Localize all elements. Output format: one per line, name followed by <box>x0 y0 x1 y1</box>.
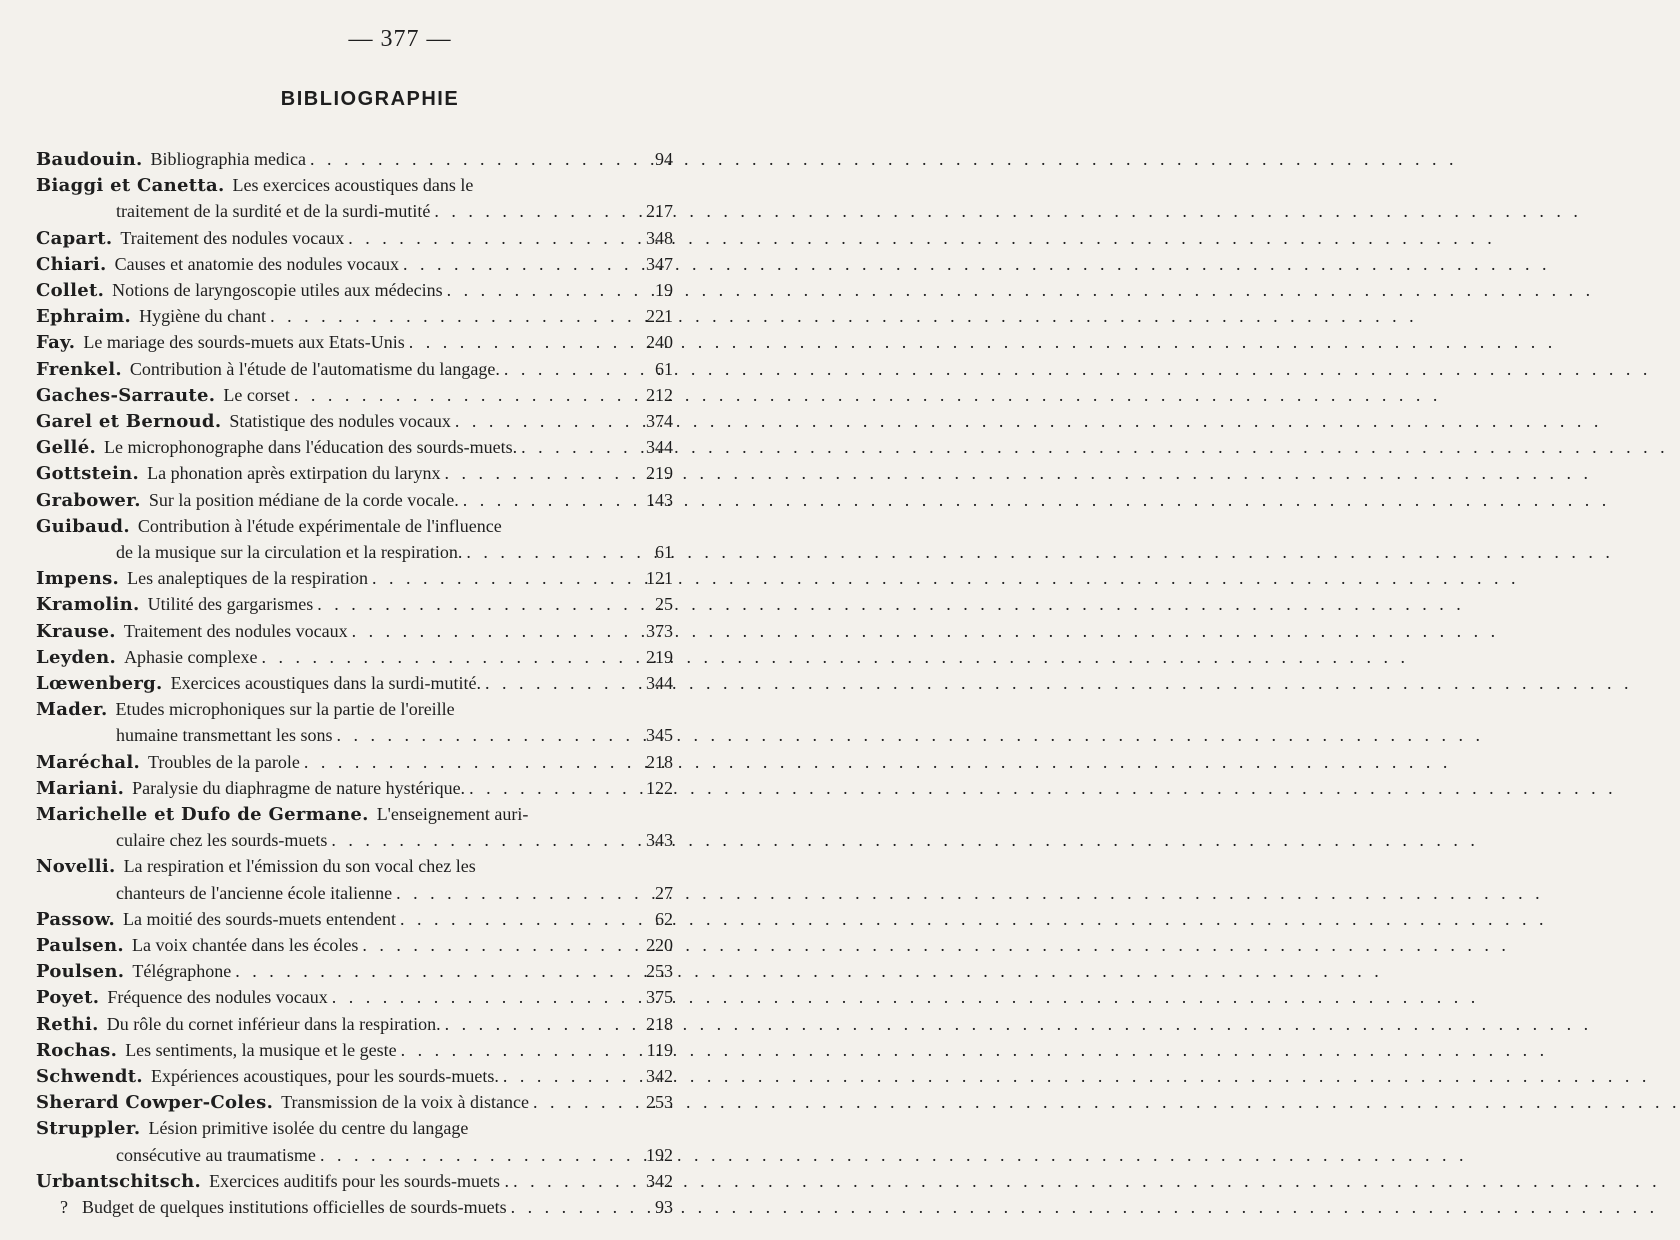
entry-page-number: 143 <box>646 489 673 510</box>
entry-title-continuation: culaire chez les sourds-muets <box>116 830 328 851</box>
bibliography-entry <box>36 1011 673 1037</box>
entry-title: Expériences acoustiques, pour les sourds-muets. <box>150 1066 499 1086</box>
leader-dots <box>447 277 635 303</box>
entry-title: Le microphonographe dans l'éducation des sourds-muets. <box>104 437 518 458</box>
bibliography-entry <box>36 591 673 617</box>
entry-author: Rochas. <box>36 1039 118 1061</box>
entry-title-continuation: humaine transmettant les sons <box>116 725 333 746</box>
entry-title: Traitement des nodules vocaux <box>120 227 345 248</box>
bibliography-entry <box>36 172 673 198</box>
bibliography-entry-continuation <box>116 722 673 748</box>
bibliography-entry-continuation <box>116 827 673 853</box>
entry-title: Transmission de la voix à distance <box>281 1092 529 1113</box>
bibliography-entry <box>36 775 673 801</box>
entry-title: Les sentiments, la musique et le geste <box>125 1039 397 1060</box>
entry-title: La phonation après extirpation du larynx <box>147 463 441 484</box>
leader-dots <box>332 984 635 1010</box>
entry-page-number: 374 <box>646 411 673 431</box>
entry-title: La moitié des sourds-muets entendent <box>123 908 396 929</box>
entry-title: Utilité des gargarismes <box>147 594 314 615</box>
entry-title: Le corset <box>223 384 290 405</box>
entry-page-number: 342 <box>646 1066 673 1086</box>
entry-page-number: 345 <box>646 725 673 746</box>
entry-title: Les exercices acoustiques dans le <box>232 175 474 196</box>
leader-dots <box>511 1194 635 1220</box>
entry-title: Le mariage des sourds-muets aux Etats-Unis <box>83 332 405 353</box>
entry-page-number: 27 <box>655 882 673 903</box>
leader-dots <box>270 303 635 329</box>
unknown-author-marker: ? <box>60 1197 68 1217</box>
entry-title: Aphasie complexe <box>124 646 258 667</box>
entry-title: Contribution à l'étude expérimentale de l'influence <box>137 515 502 536</box>
entry-title: Notions de laryngoscopie utiles aux médecins <box>112 280 443 300</box>
bibliography-entry <box>36 487 673 513</box>
entry-author: Grabower. <box>36 489 141 511</box>
entry-author: Garel et Bernoud. <box>36 411 222 432</box>
entry-title-continuation: chanteurs de l'ancienne école italienne <box>116 882 393 903</box>
entry-author: Leyden. <box>36 646 117 668</box>
bibliography-entry <box>36 696 673 722</box>
entry-page-number: 342 <box>646 1170 673 1191</box>
leader-dots <box>235 958 635 984</box>
entry-author: Capart. <box>36 227 113 249</box>
book-page <box>0 0 800 1240</box>
entry-author: Fay. <box>36 332 76 354</box>
leader-dots <box>294 382 635 408</box>
entry-page-number: 221 <box>646 306 673 327</box>
entry-title: La voix chantée dans les écoles <box>131 935 359 955</box>
entry-title: La respiration et l'émission du son vocal chez les <box>123 856 476 877</box>
entry-author: Marichelle et Dufo de Germane. <box>36 804 369 825</box>
entry-page-number: 253 <box>646 1092 673 1113</box>
bibliography-entry <box>36 1037 673 1063</box>
leader-dots <box>262 644 635 670</box>
entry-author: Sherard Cowper-Coles. <box>36 1092 274 1114</box>
entry-author: Mariani. <box>36 777 125 799</box>
entry-author: Kramolin. <box>36 594 140 616</box>
entry-page-number: 62 <box>655 908 673 929</box>
entry-author: Poulsen. <box>36 961 125 983</box>
entry-page-number: 61 <box>655 358 673 379</box>
leader-dots <box>396 880 635 906</box>
entry-title: Bibliographia medica <box>150 149 306 169</box>
entry-page-number: 240 <box>646 332 673 353</box>
bibliography-entry <box>36 1168 673 1194</box>
bibliography-entry <box>36 1089 673 1115</box>
bibliography-entry <box>36 853 673 879</box>
entry-title-continuation: consécutive au traumatisme <box>116 1144 316 1165</box>
entry-author: Chiari. <box>36 253 107 275</box>
leader-dots <box>463 487 635 513</box>
bibliography-entry-continuation <box>116 1142 673 1168</box>
entry-author: Frenkel. <box>36 358 122 380</box>
entry-author: Passow. <box>36 908 116 930</box>
bibliography-entry <box>36 958 673 984</box>
bibliography-entry <box>36 434 673 460</box>
leader-dots <box>434 198 635 224</box>
entry-author: Novelli. <box>36 856 116 878</box>
leader-dots <box>503 1063 635 1089</box>
leader-dots <box>352 618 635 644</box>
entry-author: Struppler. <box>36 1118 141 1140</box>
leader-dots <box>504 356 635 382</box>
entry-page-number: 344 <box>646 437 673 458</box>
entry-title: Troubles de la parole <box>148 751 300 772</box>
entry-title: Etudes microphoniques sur la partie de l'oreille <box>115 699 455 720</box>
bibliography-entry <box>36 329 673 355</box>
entry-title: Lésion primitive isolée du centre du langage <box>148 1118 469 1139</box>
leader-dots <box>362 932 635 958</box>
leader-dots <box>455 408 635 434</box>
bibliography-entry <box>36 1063 673 1089</box>
leader-dots <box>348 225 635 251</box>
entry-page-number: 217 <box>646 201 673 222</box>
entry-author: Urbantschitsch. <box>36 1170 202 1192</box>
bibliography-entry <box>36 251 673 277</box>
entry-title: Paralysie du diaphragme de nature hystérique. <box>132 777 466 798</box>
entry-author: Impens. <box>36 568 120 590</box>
bibliography-entry <box>36 906 673 932</box>
bibliography-entry <box>36 225 673 251</box>
bibliography-entry <box>36 749 673 775</box>
leader-dots <box>513 1168 635 1194</box>
bibliography-entry <box>36 984 673 1010</box>
entry-title: Exercices acoustiques dans la surdi-mutité. <box>170 673 481 693</box>
bibliography-entry <box>36 382 673 408</box>
leader-dots <box>445 460 635 486</box>
entry-author: Gottstein. <box>36 463 140 485</box>
entry-title: Exercices auditifs pour les sourds-muets . <box>209 1170 510 1191</box>
entry-page-number: 375 <box>646 987 673 1008</box>
leader-dots <box>401 1037 635 1063</box>
entry-author: Mader. <box>36 699 108 721</box>
entry-page-number: 218 <box>646 751 673 772</box>
bibliography-entry <box>36 801 673 827</box>
entry-page-number: 192 <box>646 1144 673 1165</box>
entry-title: Télégraphone <box>132 961 232 982</box>
entry-page-number: 119 <box>646 1039 673 1060</box>
entry-page-number: 253 <box>646 961 673 982</box>
entry-title-continuation: de la musique sur la circulation et la respiration. <box>116 542 463 562</box>
bibliography-entry <box>36 565 673 591</box>
bibliography-entry-unattributed <box>60 1194 673 1220</box>
entry-page-number: 121 <box>646 568 673 589</box>
entry-author: Krause. <box>36 620 116 642</box>
entry-title: Fréquence des nodules vocaux <box>107 987 328 1008</box>
leader-dots <box>533 1089 635 1115</box>
section-heading: BIBLIOGRAPHIE <box>280 88 460 110</box>
bibliography-entry <box>36 618 673 644</box>
page-number: — 377 — <box>348 26 452 52</box>
entry-title: Du rôle du cornet inférieur dans la respiration. <box>106 1013 441 1034</box>
leader-dots <box>466 539 635 565</box>
entry-author: Baudouin. <box>36 149 143 170</box>
bibliography-entry <box>36 277 673 303</box>
entry-author: Lœwenberg. <box>36 673 163 694</box>
entry-page-number: 343 <box>646 830 673 851</box>
entry-page-number: 219 <box>646 646 673 667</box>
entry-page-number: 25 <box>655 594 673 615</box>
bibliography-entry <box>36 932 673 958</box>
entry-page-number: 347 <box>646 253 673 274</box>
leader-dots <box>485 670 635 696</box>
leader-dots <box>521 434 635 460</box>
entry-page-number: 220 <box>646 935 673 955</box>
entry-title: Statistique des nodules vocaux <box>229 411 451 431</box>
leader-dots <box>320 1142 635 1168</box>
entry-title-continuation: traitement de la surdité et de la surdi-mutité <box>116 201 431 222</box>
entry-page-number: 122 <box>646 777 673 798</box>
bibliography-entry <box>36 670 673 696</box>
entry-title: Sur la position médiane de la corde vocale. <box>148 489 459 510</box>
entry-author: Maréchal. <box>36 751 141 773</box>
entry-page-number: 344 <box>646 673 673 693</box>
leader-dots <box>310 146 635 172</box>
leader-dots <box>304 749 635 775</box>
entry-author: Gaches-Sarraute. <box>36 384 216 406</box>
bibliography-entry <box>36 1115 673 1141</box>
entry-title: L'enseignement auri- <box>376 804 529 824</box>
entry-title: Traitement des nodules vocaux <box>123 620 348 641</box>
entry-title: Causes et anatomie des nodules vocaux <box>114 253 400 274</box>
entry-page-number: 218 <box>646 1013 673 1034</box>
leader-dots <box>336 722 635 748</box>
bibliography-entry <box>36 356 673 382</box>
leader-dots <box>445 1011 635 1037</box>
entry-page-number: 373 <box>646 620 673 641</box>
bibliography-entry-continuation <box>116 880 673 906</box>
entry-author: Guibaud. <box>36 515 130 537</box>
leader-dots <box>403 251 635 277</box>
entry-title: Contribution à l'étude de l'automatisme du langage. <box>129 358 500 379</box>
bibliography-entry <box>36 408 673 434</box>
entry-page-number: 93 <box>655 1197 673 1217</box>
entry-title: Hygiène du chant <box>139 306 267 327</box>
bibliography-entry <box>36 513 673 539</box>
entry-author: Ephraim. <box>36 306 132 328</box>
entry-page-number: 348 <box>646 227 673 248</box>
entry-page-number: 212 <box>646 384 673 405</box>
leader-dots <box>372 565 635 591</box>
leader-dots <box>469 775 635 801</box>
bibliography-entry <box>36 146 673 172</box>
entry-page-number: 61 <box>655 542 673 562</box>
entry-author: Gellé. <box>36 437 97 459</box>
entry-title: Budget de quelques institutions officielles de sourds-muets <box>82 1197 507 1217</box>
entry-page-number: 19 <box>655 280 673 300</box>
entry-author: Paulsen. <box>36 935 124 956</box>
entry-title: Les analeptiques de la respiration <box>127 568 369 589</box>
entry-page-number: 219 <box>646 463 673 484</box>
bibliography-entry-continuation <box>116 198 673 224</box>
entry-author: Schwendt. <box>36 1066 143 1087</box>
leader-dots <box>409 329 635 355</box>
entry-author: Biaggi et Canetta. <box>36 175 225 197</box>
entry-page-number: 94 <box>655 149 673 169</box>
entry-author: Collet. <box>36 280 105 301</box>
leader-dots <box>317 591 635 617</box>
bibliography-entry-continuation <box>116 539 673 565</box>
bibliography-entry <box>36 303 673 329</box>
leader-dots <box>331 827 635 853</box>
leader-dots <box>400 906 635 932</box>
bibliography-entry <box>36 460 673 486</box>
bibliography-entry <box>36 644 673 670</box>
entry-author: Rethi. <box>36 1013 99 1035</box>
entry-author: Poyet. <box>36 987 100 1009</box>
